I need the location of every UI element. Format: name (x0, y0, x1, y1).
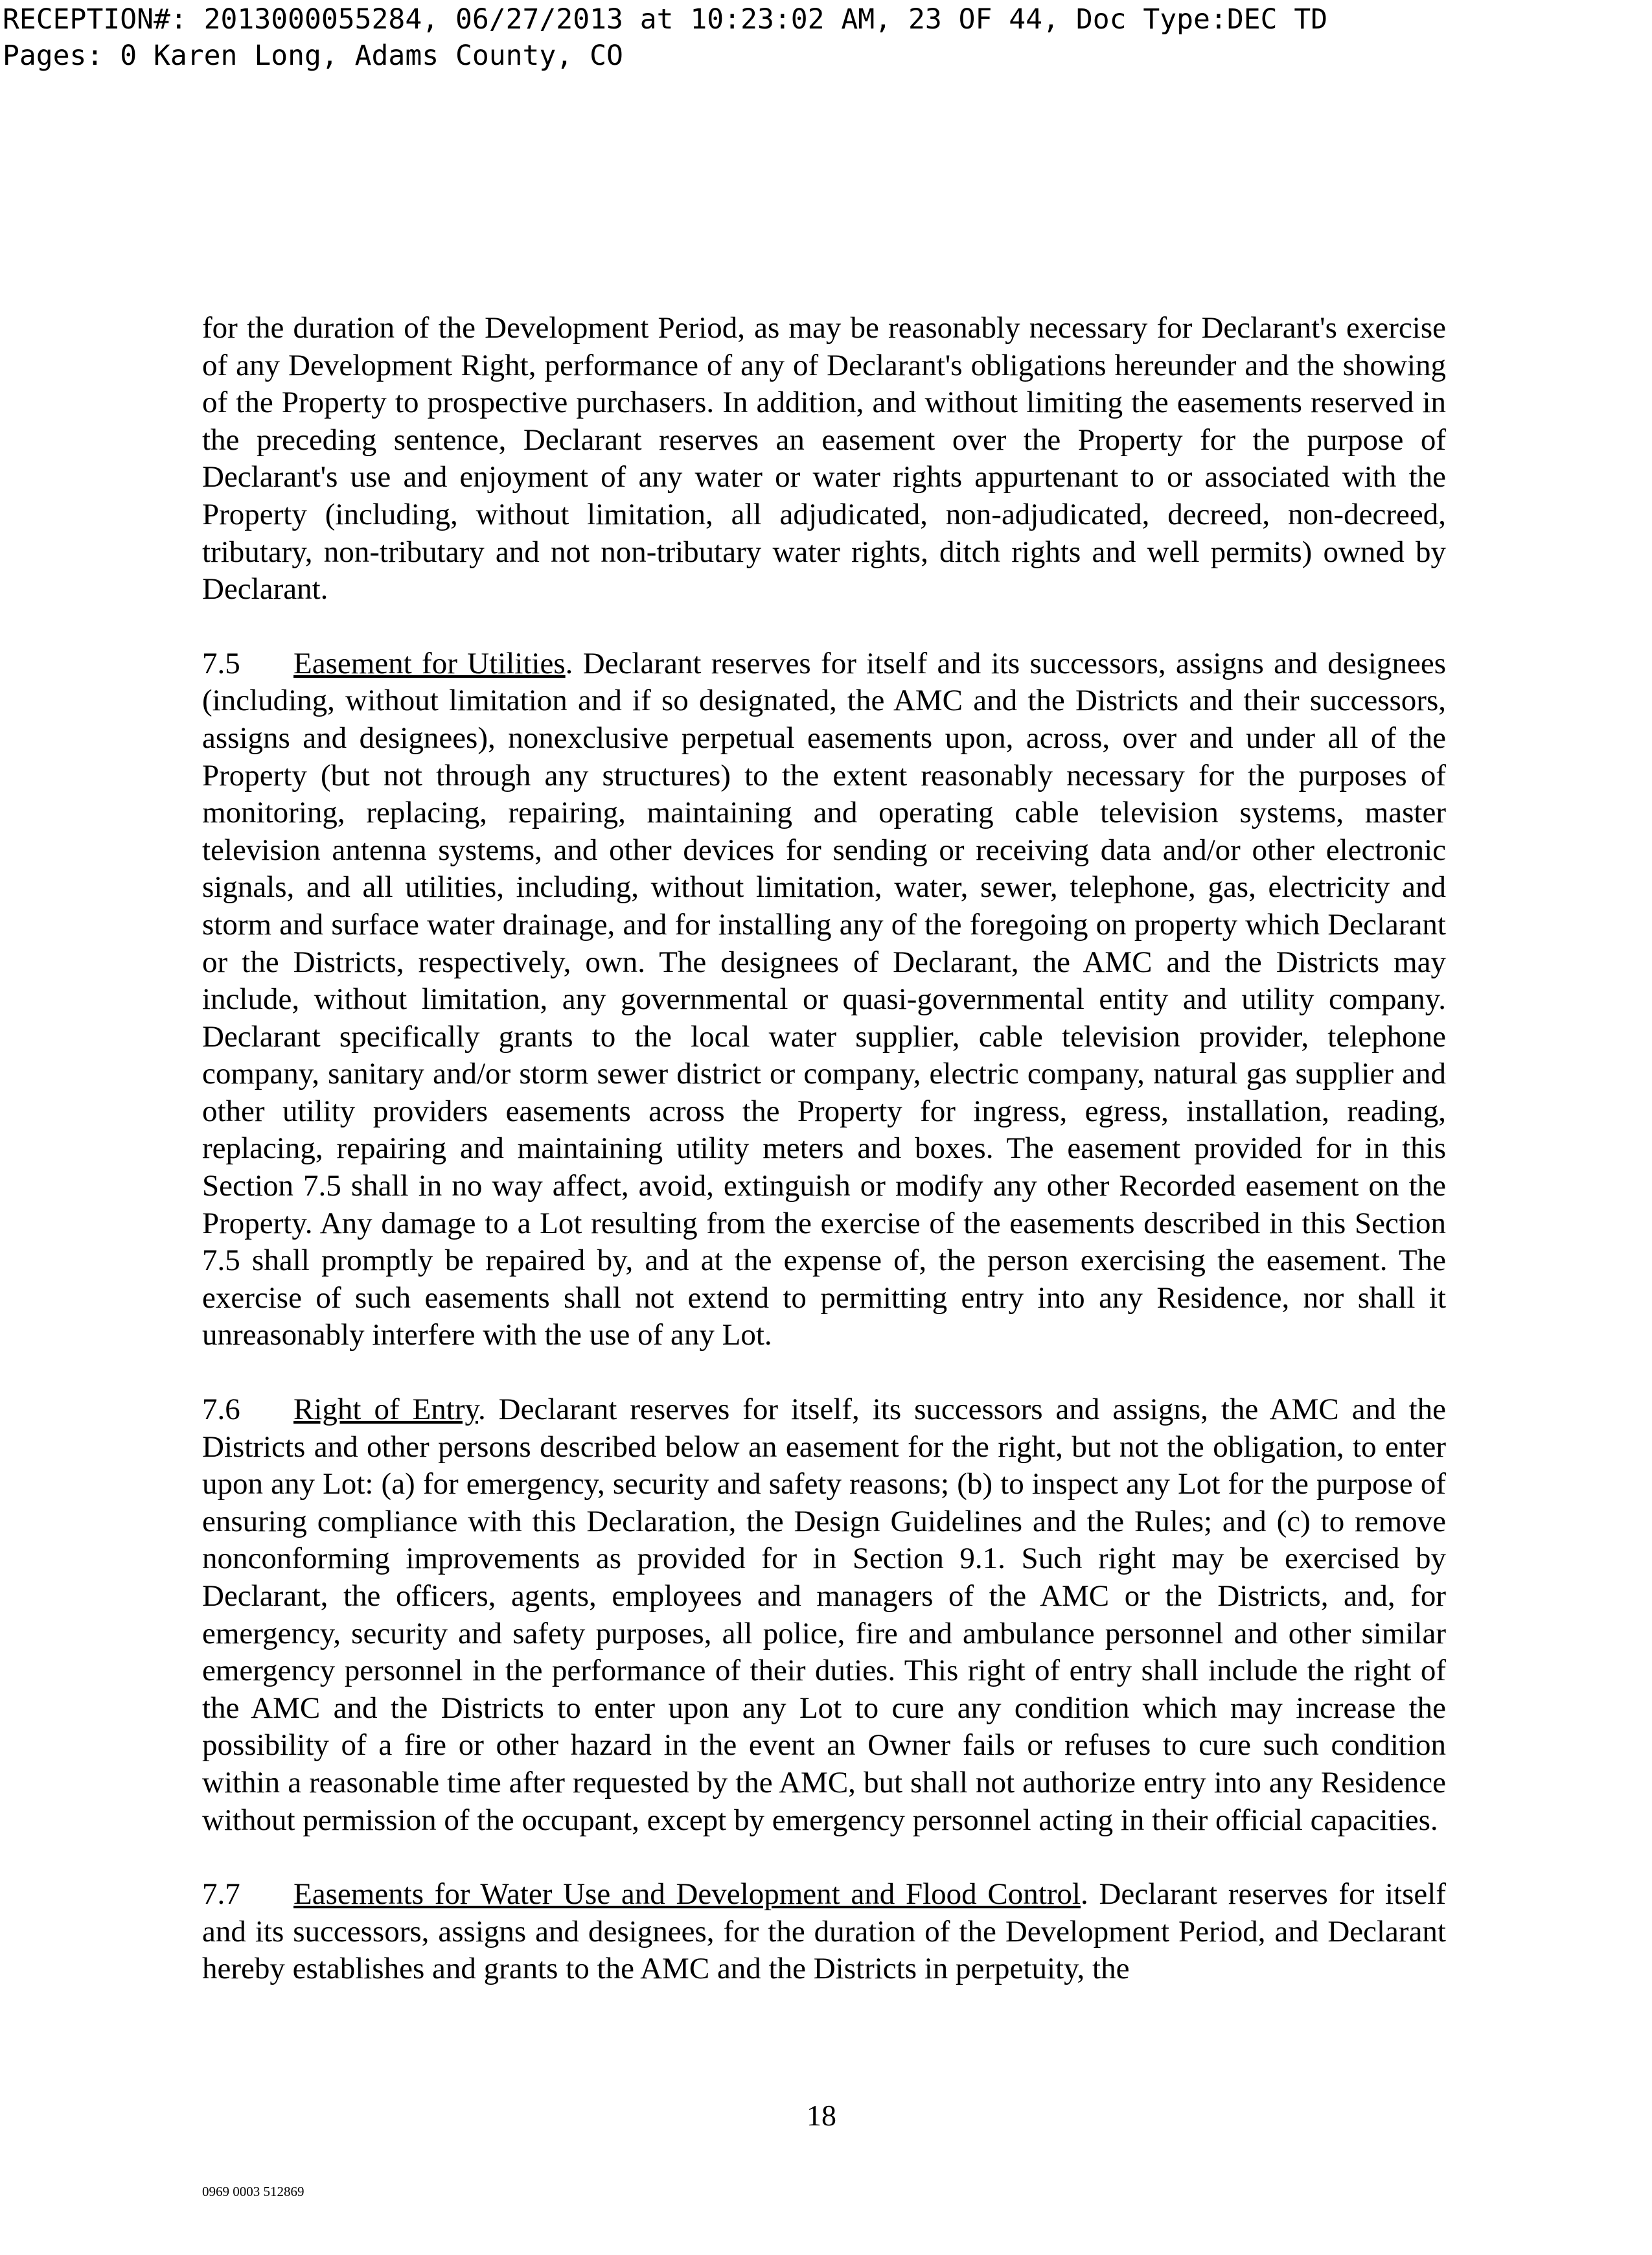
document-body (202, 310, 1446, 2025)
section-text: . Declarant reserves for itself and its successors, assigns and designees (including, without limitation and if so designated, the AMC and the Districts and their successors, assigns and designees), nonexclusive perpetual easements upon, across, over and under all of the Property (but not through any structures) to the extent reasonably necessary for the purposes of monitoring, replacing, repairing, maintaining and operating cable television systems, master television antenna systems, and other devices for sending or receiving data and/or other electronic signals, and all utilities, including, without limitation, water, sewer, telephone, gas, electricity and storm and surface water drainage, and for installing any of the foregoing on property which Declarant or the Districts, respectively, own. The designees of Declarant, the AMC and the Districts may include, without limitation, any governmental or quasi-governmental entity and utility company. Declarant specifically grants to the local water supplier, cable television provider, telephone company, sanitary and/or storm sewer district or company, electric company, natural gas supplier and other utility providers easements across the Property for ingress, egress, installation, reading, replacing, repairing and maintaining utility meters and boxes. The easement provided for in this Section 7.5 shall in no way affect, avoid, extinguish or modify any other Recorded easement on the Property. Any damage to a Lot resulting from the exercise of the easements described in this Section 7.5 shall promptly be repaired by, and at the expense of, the person exercising the easement. The exercise of such easements shall not extend to permitting entry into any Residence, nor shall it unreasonably interfere with the use of any Lot. (202, 646, 1447, 1352)
section-7-5 (202, 645, 1446, 1354)
document-footer-code: 0969 0003 512869 (202, 2184, 304, 2199)
section-title: Right of Entry (293, 1393, 478, 1427)
recording-header-line-2: Pages: 0 Karen Long, Adams County, CO (3, 40, 623, 72)
section-7-7 (202, 1876, 1446, 1988)
section-number: 7.7 (202, 1877, 240, 1912)
page-number: 18 (807, 2099, 836, 2132)
recording-header-line-1: RECEPTION#: 2013000055284, 06/27/2013 at 10:23:02 AM, 23 OF 44, Doc Type:DEC TD (3, 3, 1328, 36)
section-title: Easement for Utilities (293, 646, 566, 680)
section-text: . Declarant reserves for itself, its successors and assigns, the AMC and the Districts and other persons described below an easement for the right, but not the obligation, to enter upon any Lot: (a) for emergency, security and safety reasons; (b) to inspect any Lot for the purpose of ensuring compliance with this Declaration, the Design Guidelines and the Rules; and (c) to remove nonconforming improvements as provided for in Section 9.1. Such right may be exercised by Declarant, the officers, agents, employees and managers of the AMC or the Districts, and, for emergency, security and safety purposes, all police, fire and ambulance personnel and other similar emergency personnel in the performance of their duties. This right of entry shall include the right of the AMC and the Districts to enter upon any Lot to cure any condition which may increase the possibility of a fire or other hazard in the event an Owner fails or refuses to cure such condition within a reasonable time after requested by the AMC, but shall not authorize entry into any Residence without permission of the occupant, except by emergency personnel acting in their official capacities. (202, 1393, 1447, 1837)
recording-header (3, 1, 1327, 74)
section-7-6 (202, 1391, 1446, 1839)
continuation-paragraph: for the duration of the Development Period, as may be reasonably necessary for Declarant's exercise of any Development Right, performance of any of Declarant's obligations hereunder and the showing of the Property to prospective purchasers. In addition, and without limiting the easements reserved in the preceding sentence, Declarant reserves an easement over the Property for the purpose of Declarant's use and enjoyment of any water or water rights appurtenant to or associated with the Property (including, without limitation, all adjudicated, non-adjudicated, decreed, non-decreed, tributary, non-tributary and not non-tributary water rights, ditch rights and well permits) owned by Declarant. (202, 311, 1446, 607)
section-number: 7.5 (202, 646, 240, 680)
section-text: . Declarant reserves for itself and its successors, assigns and designees, for the duration of the Development Period, and Declarant hereby establishes and grants to the AMC and the Districts in perpetuity, the (202, 1877, 1446, 1986)
section-number: 7.6 (202, 1393, 240, 1427)
section-title: Easements for Water Use and Development and Flood Control (293, 1877, 1081, 1912)
